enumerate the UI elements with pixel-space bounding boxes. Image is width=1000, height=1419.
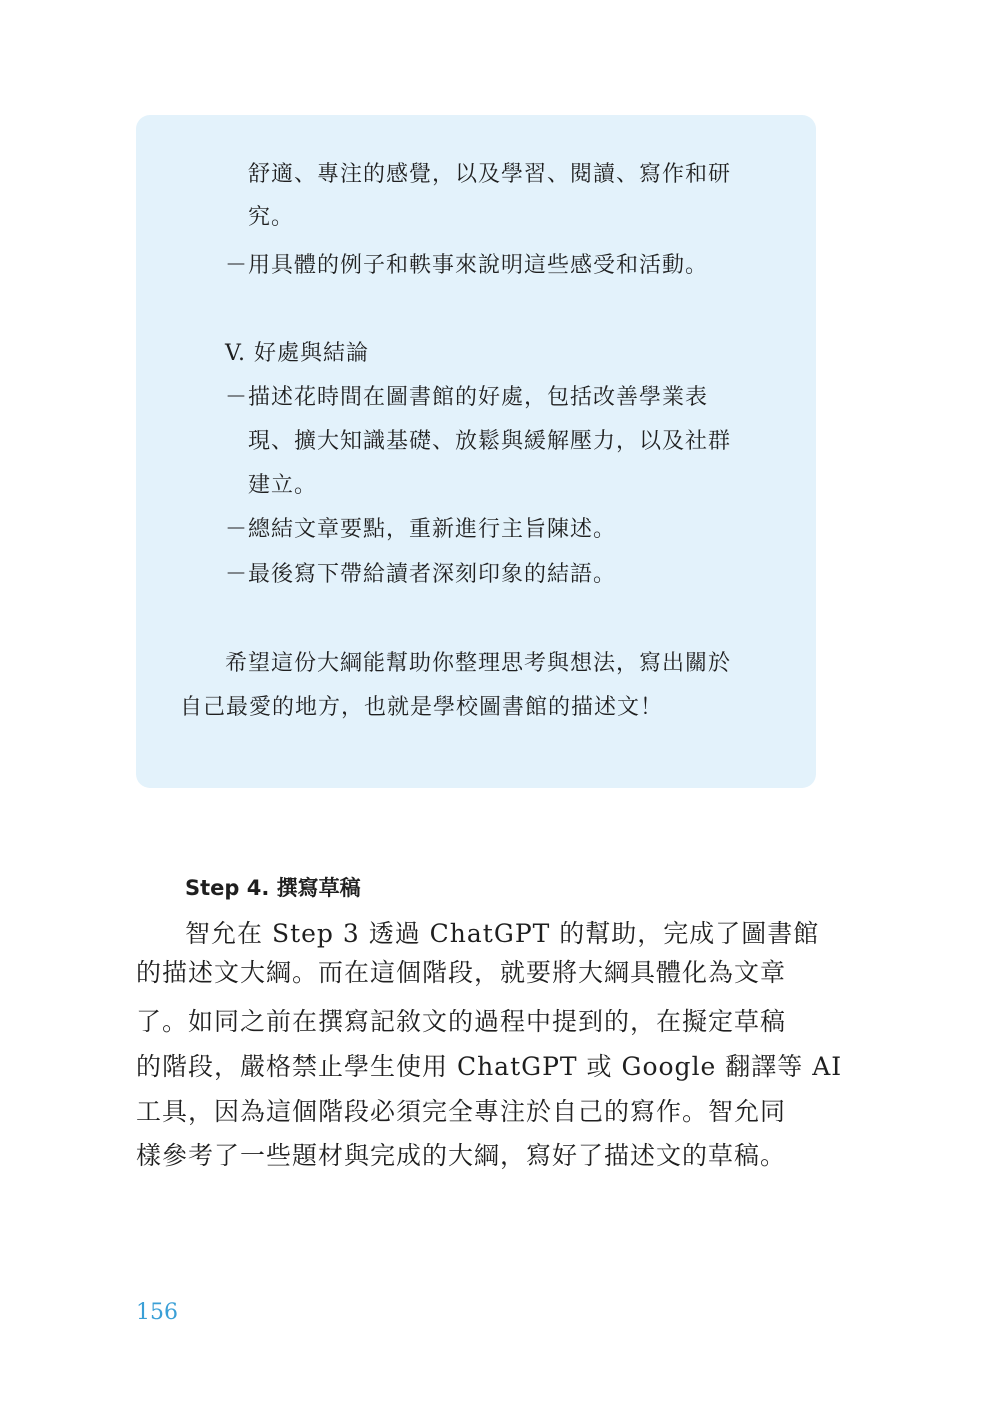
page-number: 156 (136, 1300, 178, 1325)
callout-line: －最後寫下帶給讀者深刻印象的結語。 (225, 562, 617, 587)
paragraph-line: 工具，因為這個階段必須完全專注於自己的寫作。智允同 (136, 1097, 787, 1126)
step-heading: Step 4. 撰寫草稿 (185, 876, 361, 900)
callout-line: －描述花時間在圖書館的好處，包括改善學業表 (225, 385, 709, 410)
callout-closing-line: 希望這份大綱能幫助你整理思考與想法，寫出關於 (225, 651, 732, 676)
callout-line: 舒適、專注的感覺，以及學習、閱讀、寫作和研 (248, 162, 732, 187)
callout-section-heading: V. 好處與結論 (225, 341, 370, 366)
callout-line: －總結文章要點，重新進行主旨陳述。 (225, 517, 617, 542)
callout-line: 現、擴大知識基礎、放鬆與緩解壓力，以及社群 (248, 429, 732, 454)
paragraph-line: 了。如同之前在撰寫記敘文的過程中提到的，在擬定草稿 (136, 1007, 787, 1036)
callout-closing-line: 自己最愛的地方，也就是學校圖書館的描述文！ (180, 695, 664, 720)
paragraph-line: 智允在 Step 3 透過 ChatGPT 的幫助，完成了圖書館 (185, 919, 820, 948)
paragraph-line: 的描述文大綱。而在這個階段，就要將大綱具體化為文章 (136, 958, 787, 987)
callout-line: 建立。 (248, 473, 318, 498)
paragraph-line: 的階段，嚴格禁止學生使用 ChatGPT 或 Google 翻譯等 AI (136, 1052, 843, 1081)
callout-line: －用具體的例子和軼事來說明這些感受和活動。 (225, 253, 709, 278)
callout-line: 究。 (248, 205, 295, 230)
paragraph-line: 樣參考了一些題材與完成的大綱，寫好了描述文的草稿。 (136, 1141, 787, 1170)
